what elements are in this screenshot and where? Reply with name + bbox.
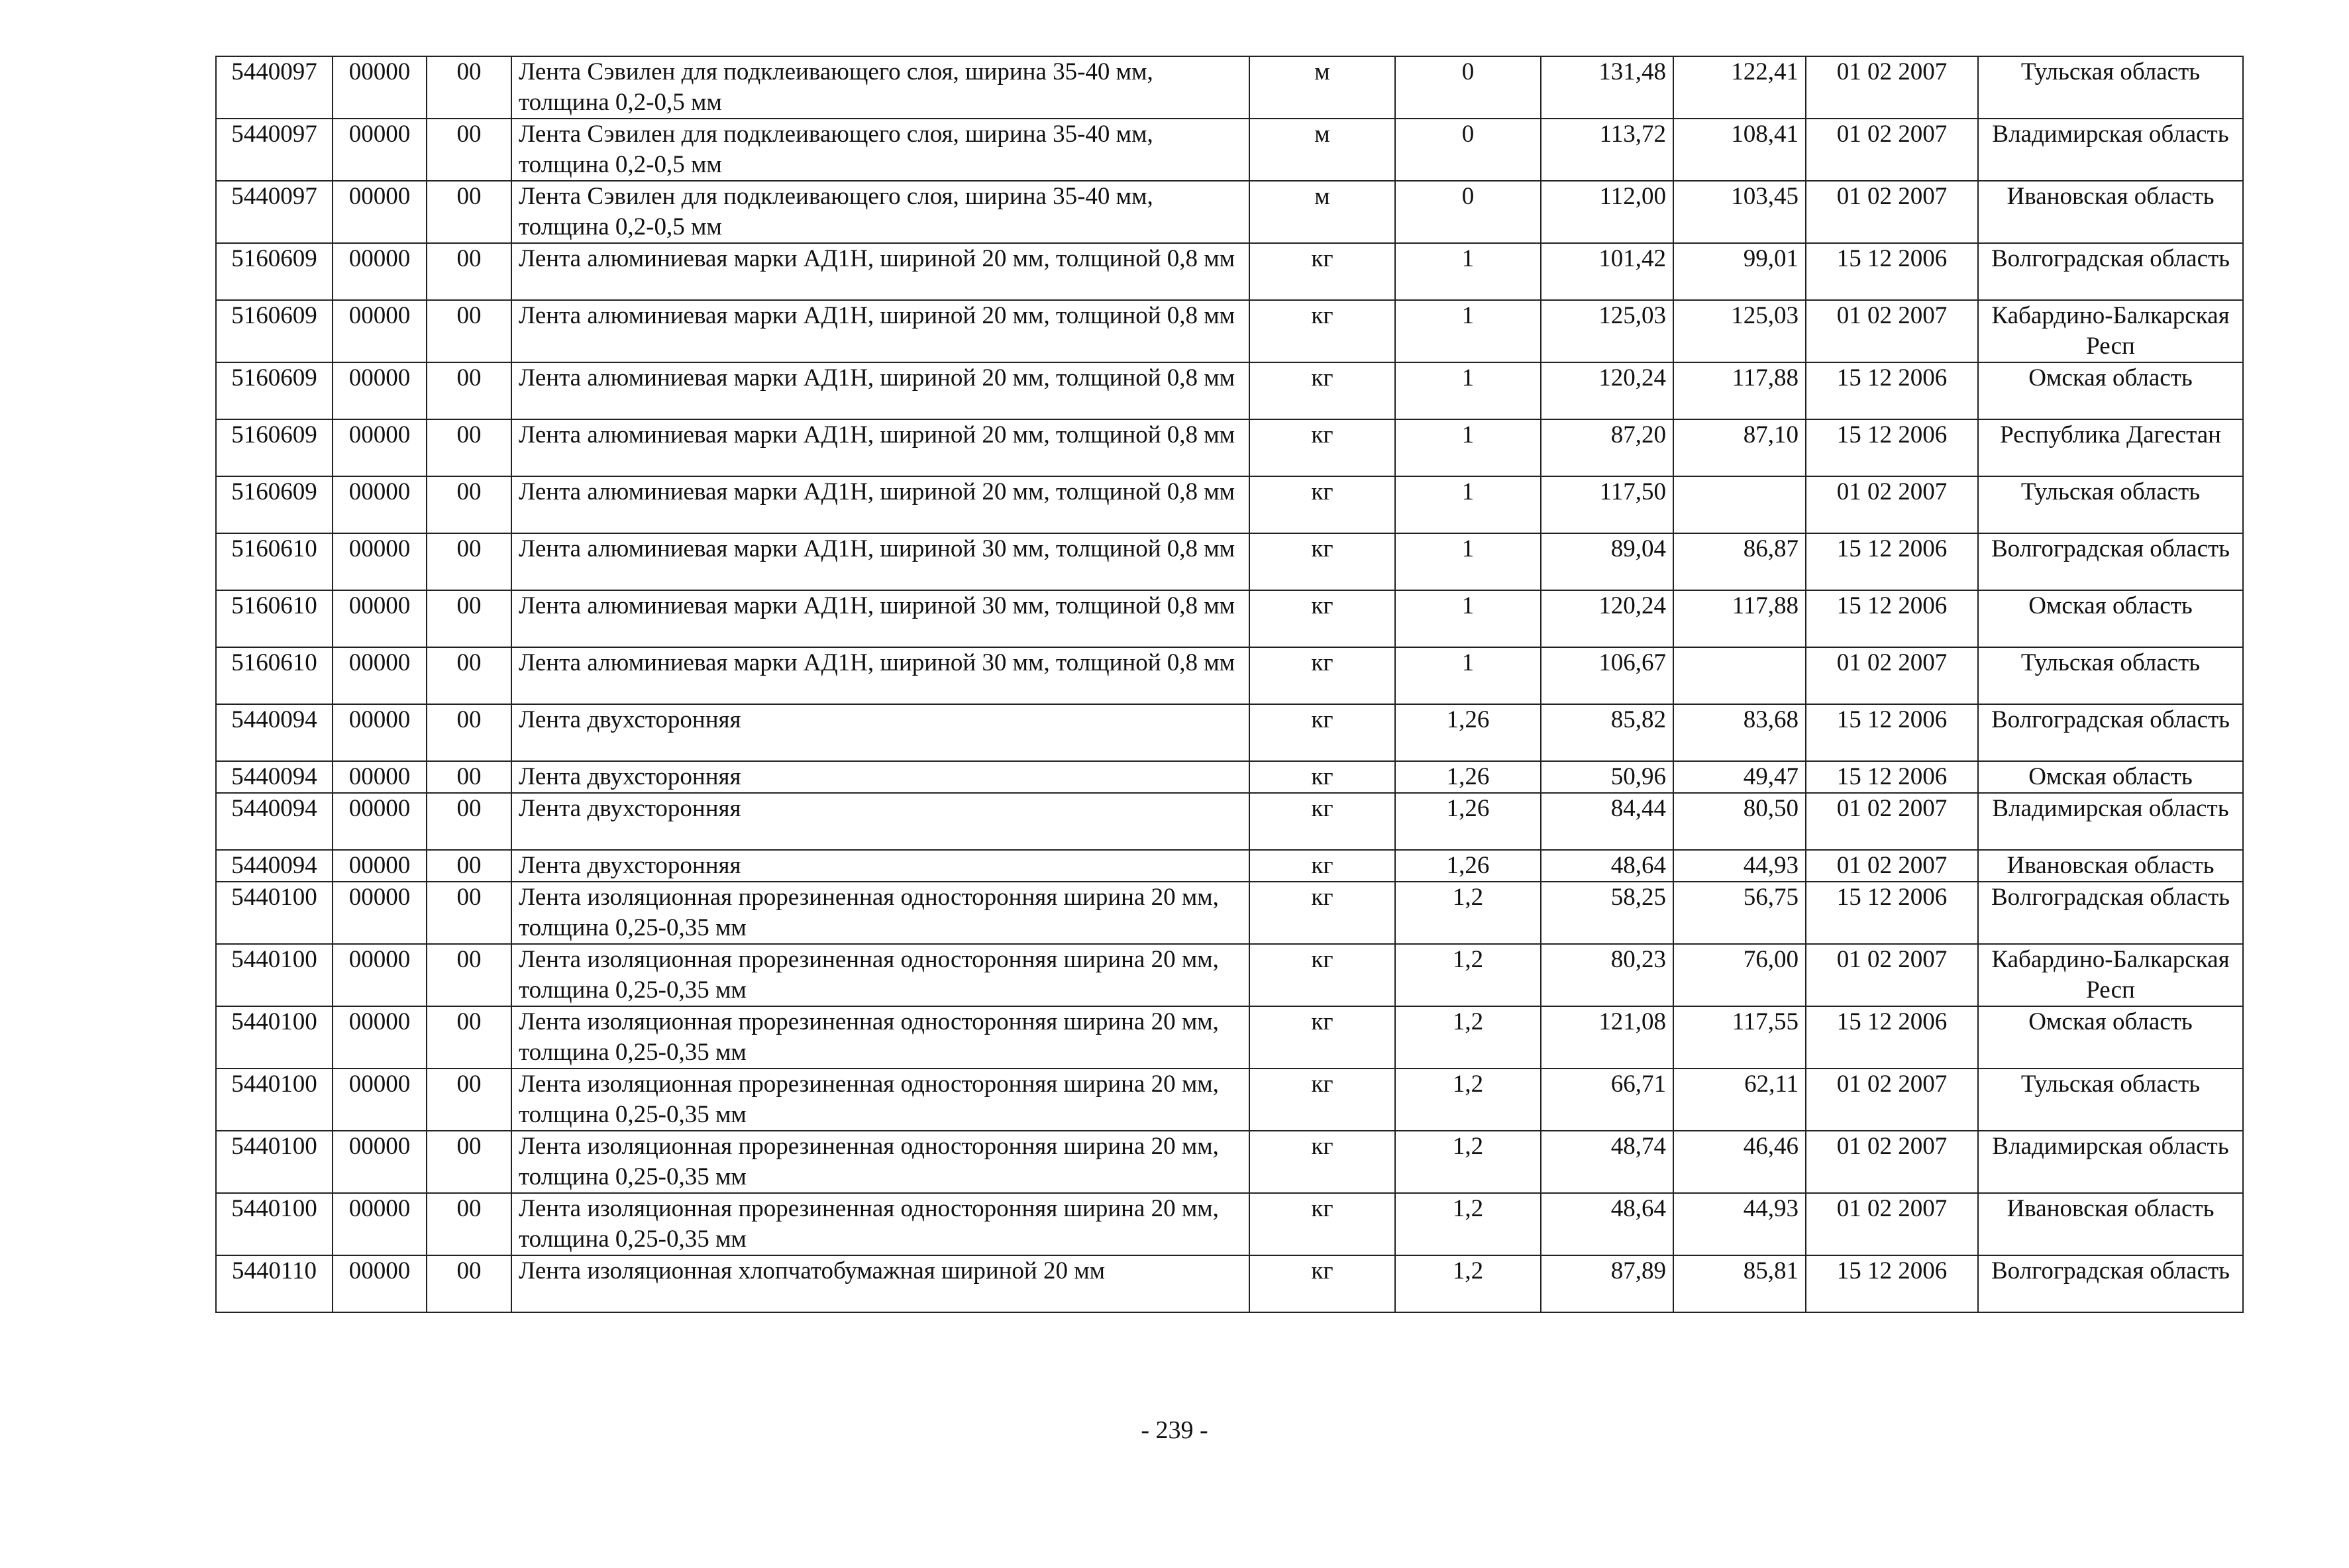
cell-price-2: 122,41: [1673, 56, 1806, 119]
cell-name: Лента двухсторонняя: [511, 793, 1249, 850]
cell-coefficient: 1,26: [1395, 793, 1541, 850]
cell-subcode-2: 00: [427, 850, 511, 882]
cell-region: Кабардино-Балкарская Респ: [1978, 944, 2243, 1006]
cell-name: Лента алюминиевая марки АД1Н, шириной 30 мм, толщиной 0,8 мм: [511, 533, 1249, 590]
cell-price: 48,74: [1541, 1131, 1673, 1193]
cell-code: 5440100: [216, 882, 333, 944]
table-row: [216, 419, 2243, 476]
cell-unit: кг: [1249, 590, 1395, 647]
cell-code: 5160610: [216, 590, 333, 647]
table-row: [216, 1069, 2243, 1131]
cell-price-2: 46,46: [1673, 1131, 1806, 1193]
cell-coefficient: 1: [1395, 476, 1541, 533]
cell-subcode-2: 00: [427, 119, 511, 181]
cell-coefficient: 1: [1395, 362, 1541, 419]
cell-subcode-2: 00: [427, 944, 511, 1006]
cell-code: 5160609: [216, 300, 333, 362]
table-row: [216, 647, 2243, 704]
cell-coefficient: 1,2: [1395, 1131, 1541, 1193]
cell-region: Волгоградская область: [1978, 1255, 2243, 1312]
cell-code: 5440110: [216, 1255, 333, 1312]
cell-subcode-2: 00: [427, 362, 511, 419]
table-row: [216, 181, 2243, 243]
cell-unit: кг: [1249, 850, 1395, 882]
cell-unit: кг: [1249, 1193, 1395, 1255]
table-row: [216, 362, 2243, 419]
cell-price-2: 117,88: [1673, 362, 1806, 419]
cell-name: Лента алюминиевая марки АД1Н, шириной 20 мм, толщиной 0,8 мм: [511, 362, 1249, 419]
cell-date: 15 12 2006: [1806, 1006, 1978, 1069]
cell-code: 5160609: [216, 476, 333, 533]
cell-name: Лента двухсторонняя: [511, 761, 1249, 793]
table-row: [216, 944, 2243, 1006]
cell-subcode: 00000: [333, 300, 427, 362]
cell-date: 01 02 2007: [1806, 56, 1978, 119]
cell-region: Республика Дагестан: [1978, 419, 2243, 476]
cell-subcode-2: 00: [427, 793, 511, 850]
cell-price: 117,50: [1541, 476, 1673, 533]
cell-subcode: 00000: [333, 882, 427, 944]
table-row: [216, 476, 2243, 533]
cell-name: Лента алюминиевая марки АД1Н, шириной 20 мм, толщиной 0,8 мм: [511, 476, 1249, 533]
cell-region: Волгоградская область: [1978, 882, 2243, 944]
cell-unit: кг: [1249, 300, 1395, 362]
cell-date: 01 02 2007: [1806, 1193, 1978, 1255]
cell-region: Владимирская область: [1978, 1131, 2243, 1193]
cell-region: Кабардино-Балкарская Респ: [1978, 300, 2243, 362]
cell-price-2: 117,88: [1673, 590, 1806, 647]
cell-price: 50,96: [1541, 761, 1673, 793]
cell-coefficient: 1: [1395, 533, 1541, 590]
cell-subcode-2: 00: [427, 300, 511, 362]
cell-region: Волгоградская область: [1978, 533, 2243, 590]
cell-name: Лента изоляционная прорезиненная односторонняя ширина 20 мм, толщина 0,25-0,35 мм: [511, 944, 1249, 1006]
cell-region: Тульская область: [1978, 476, 2243, 533]
cell-price-2: [1673, 476, 1806, 533]
cell-coefficient: 1: [1395, 243, 1541, 300]
cell-subcode: 00000: [333, 56, 427, 119]
cell-date: 15 12 2006: [1806, 761, 1978, 793]
cell-name: Лента алюминиевая марки АД1Н, шириной 20 мм, толщиной 0,8 мм: [511, 419, 1249, 476]
cell-price: 120,24: [1541, 362, 1673, 419]
cell-unit: кг: [1249, 243, 1395, 300]
cell-region: Омская область: [1978, 1006, 2243, 1069]
cell-coefficient: 1: [1395, 419, 1541, 476]
cell-subcode-2: 00: [427, 419, 511, 476]
cell-coefficient: 1,2: [1395, 1069, 1541, 1131]
cell-name: Лента изоляционная прорезиненная односторонняя ширина 20 мм, толщина 0,25-0,35 мм: [511, 1131, 1249, 1193]
cell-unit: кг: [1249, 1069, 1395, 1131]
table-row: [216, 56, 2243, 119]
cell-name: Лента изоляционная хлопчатобумажная шириной 20 мм: [511, 1255, 1249, 1312]
table-row: [216, 243, 2243, 300]
cell-name: Лента алюминиевая марки АД1Н, шириной 30 мм, толщиной 0,8 мм: [511, 590, 1249, 647]
cell-coefficient: 1,2: [1395, 944, 1541, 1006]
cell-coefficient: 1,26: [1395, 761, 1541, 793]
cell-subcode-2: 00: [427, 647, 511, 704]
table-row: [216, 1255, 2243, 1312]
price-table: [215, 56, 2244, 1313]
cell-name: Лента изоляционная прорезиненная односторонняя ширина 20 мм, толщина 0,25-0,35 мм: [511, 882, 1249, 944]
cell-code: 5440100: [216, 944, 333, 1006]
cell-date: 15 12 2006: [1806, 590, 1978, 647]
cell-subcode-2: 00: [427, 1255, 511, 1312]
cell-name: Лента алюминиевая марки АД1Н, шириной 20 мм, толщиной 0,8 мм: [511, 300, 1249, 362]
cell-region: Владимирская область: [1978, 119, 2243, 181]
cell-name: Лента Сэвилен для подклеивающего слоя, ширина 35-40 мм, толщина 0,2-0,5 мм: [511, 119, 1249, 181]
cell-subcode-2: 00: [427, 56, 511, 119]
cell-unit: м: [1249, 181, 1395, 243]
cell-price-2: 85,81: [1673, 1255, 1806, 1312]
cell-price-2: 80,50: [1673, 793, 1806, 850]
cell-unit: м: [1249, 56, 1395, 119]
cell-name: Лента алюминиевая марки АД1Н, шириной 20 мм, толщиной 0,8 мм: [511, 243, 1249, 300]
cell-price-2: 62,11: [1673, 1069, 1806, 1131]
cell-region: Владимирская область: [1978, 793, 2243, 850]
cell-code: 5440100: [216, 1006, 333, 1069]
cell-unit: кг: [1249, 1006, 1395, 1069]
cell-subcode-2: 00: [427, 1193, 511, 1255]
table-row: [216, 850, 2243, 882]
cell-code: 5440094: [216, 793, 333, 850]
table-row: [216, 1006, 2243, 1069]
table-row: [216, 761, 2243, 793]
cell-subcode-2: 00: [427, 243, 511, 300]
cell-price-2: 99,01: [1673, 243, 1806, 300]
cell-coefficient: 0: [1395, 181, 1541, 243]
cell-coefficient: 0: [1395, 119, 1541, 181]
cell-coefficient: 1,26: [1395, 850, 1541, 882]
cell-subcode: 00000: [333, 181, 427, 243]
table-body: [216, 56, 2243, 1312]
cell-region: Ивановская область: [1978, 850, 2243, 882]
cell-code: 5160609: [216, 243, 333, 300]
cell-date: 01 02 2007: [1806, 647, 1978, 704]
cell-price: 84,44: [1541, 793, 1673, 850]
cell-region: Тульская область: [1978, 56, 2243, 119]
cell-price: 80,23: [1541, 944, 1673, 1006]
cell-name: Лента двухсторонняя: [511, 850, 1249, 882]
cell-subcode: 00000: [333, 704, 427, 761]
cell-price: 120,24: [1541, 590, 1673, 647]
cell-code: 5440094: [216, 761, 333, 793]
cell-subcode: 00000: [333, 419, 427, 476]
cell-region: Омская область: [1978, 761, 2243, 793]
cell-price: 89,04: [1541, 533, 1673, 590]
cell-unit: кг: [1249, 1131, 1395, 1193]
cell-subcode-2: 00: [427, 181, 511, 243]
cell-unit: м: [1249, 119, 1395, 181]
cell-name: Лента изоляционная прорезиненная односторонняя ширина 20 мм, толщина 0,25-0,35 мм: [511, 1006, 1249, 1069]
cell-price: 48,64: [1541, 1193, 1673, 1255]
cell-region: Тульская область: [1978, 647, 2243, 704]
cell-price-2: 44,93: [1673, 850, 1806, 882]
cell-price: 131,48: [1541, 56, 1673, 119]
cell-price-2: 103,45: [1673, 181, 1806, 243]
table-row: [216, 793, 2243, 850]
cell-subcode: 00000: [333, 1131, 427, 1193]
cell-coefficient: 1,26: [1395, 704, 1541, 761]
cell-coefficient: 1: [1395, 300, 1541, 362]
cell-price: 121,08: [1541, 1006, 1673, 1069]
cell-unit: кг: [1249, 793, 1395, 850]
cell-date: 01 02 2007: [1806, 119, 1978, 181]
cell-code: 5440100: [216, 1193, 333, 1255]
table-row: [216, 704, 2243, 761]
cell-region: Омская область: [1978, 590, 2243, 647]
cell-name: Лента двухсторонняя: [511, 704, 1249, 761]
cell-subcode: 00000: [333, 944, 427, 1006]
cell-date: 15 12 2006: [1806, 882, 1978, 944]
cell-subcode: 00000: [333, 1193, 427, 1255]
cell-coefficient: 0: [1395, 56, 1541, 119]
cell-price-2: [1673, 647, 1806, 704]
cell-price: 113,72: [1541, 119, 1673, 181]
cell-name: Лента Сэвилен для подклеивающего слоя, ширина 35-40 мм, толщина 0,2-0,5 мм: [511, 181, 1249, 243]
cell-region: Ивановская область: [1978, 1193, 2243, 1255]
cell-unit: кг: [1249, 647, 1395, 704]
cell-name: Лента алюминиевая марки АД1Н, шириной 30 мм, толщиной 0,8 мм: [511, 647, 1249, 704]
cell-price-2: 125,03: [1673, 300, 1806, 362]
cell-price: 87,20: [1541, 419, 1673, 476]
cell-unit: кг: [1249, 882, 1395, 944]
cell-unit: кг: [1249, 533, 1395, 590]
cell-date: 15 12 2006: [1806, 533, 1978, 590]
cell-code: 5440097: [216, 56, 333, 119]
cell-region: Тульская область: [1978, 1069, 2243, 1131]
cell-date: 01 02 2007: [1806, 476, 1978, 533]
cell-unit: кг: [1249, 476, 1395, 533]
cell-code: 5160609: [216, 362, 333, 419]
cell-region: Волгоградская область: [1978, 243, 2243, 300]
cell-price: 48,64: [1541, 850, 1673, 882]
cell-unit: кг: [1249, 761, 1395, 793]
cell-price: 106,67: [1541, 647, 1673, 704]
cell-date: 01 02 2007: [1806, 793, 1978, 850]
cell-subcode-2: 00: [427, 590, 511, 647]
cell-price-2: 56,75: [1673, 882, 1806, 944]
cell-code: 5440100: [216, 1131, 333, 1193]
cell-region: Ивановская область: [1978, 181, 2243, 243]
cell-code: 5160610: [216, 647, 333, 704]
cell-name: Лента изоляционная прорезиненная односторонняя ширина 20 мм, толщина 0,25-0,35 мм: [511, 1069, 1249, 1131]
cell-region: Волгоградская область: [1978, 704, 2243, 761]
table-row: [216, 590, 2243, 647]
table-row: [216, 1131, 2243, 1193]
cell-date: 01 02 2007: [1806, 300, 1978, 362]
cell-date: 01 02 2007: [1806, 1069, 1978, 1131]
cell-date: 15 12 2006: [1806, 243, 1978, 300]
cell-code: 5160609: [216, 419, 333, 476]
cell-price: 66,71: [1541, 1069, 1673, 1131]
cell-date: 15 12 2006: [1806, 704, 1978, 761]
cell-subcode: 00000: [333, 647, 427, 704]
cell-price-2: 83,68: [1673, 704, 1806, 761]
cell-subcode-2: 00: [427, 476, 511, 533]
cell-subcode: 00000: [333, 243, 427, 300]
cell-price: 87,89: [1541, 1255, 1673, 1312]
cell-unit: кг: [1249, 362, 1395, 419]
cell-subcode: 00000: [333, 1006, 427, 1069]
cell-code: 5160610: [216, 533, 333, 590]
cell-price-2: 44,93: [1673, 1193, 1806, 1255]
cell-subcode: 00000: [333, 1255, 427, 1312]
cell-unit: кг: [1249, 419, 1395, 476]
cell-date: 01 02 2007: [1806, 850, 1978, 882]
cell-coefficient: 1,2: [1395, 882, 1541, 944]
cell-price-2: 49,47: [1673, 761, 1806, 793]
cell-region: Омская область: [1978, 362, 2243, 419]
cell-subcode: 00000: [333, 1069, 427, 1131]
cell-subcode: 00000: [333, 533, 427, 590]
table-row: [216, 119, 2243, 181]
cell-unit: кг: [1249, 1255, 1395, 1312]
cell-subcode: 00000: [333, 119, 427, 181]
cell-price: 112,00: [1541, 181, 1673, 243]
table-row: [216, 533, 2243, 590]
cell-name: Лента изоляционная прорезиненная односторонняя ширина 20 мм, толщина 0,25-0,35 мм: [511, 1193, 1249, 1255]
cell-price: 58,25: [1541, 882, 1673, 944]
cell-code: 5440094: [216, 850, 333, 882]
cell-price-2: 108,41: [1673, 119, 1806, 181]
cell-subcode-2: 00: [427, 533, 511, 590]
cell-code: 5440097: [216, 181, 333, 243]
cell-unit: кг: [1249, 944, 1395, 1006]
cell-date: 15 12 2006: [1806, 362, 1978, 419]
cell-code: 5440097: [216, 119, 333, 181]
cell-subcode: 00000: [333, 362, 427, 419]
cell-price: 85,82: [1541, 704, 1673, 761]
cell-subcode-2: 00: [427, 882, 511, 944]
cell-subcode: 00000: [333, 590, 427, 647]
cell-subcode: 00000: [333, 476, 427, 533]
cell-coefficient: 1,2: [1395, 1193, 1541, 1255]
cell-date: 01 02 2007: [1806, 944, 1978, 1006]
cell-date: 15 12 2006: [1806, 419, 1978, 476]
table-row: [216, 1193, 2243, 1255]
cell-subcode-2: 00: [427, 1069, 511, 1131]
cell-price: 125,03: [1541, 300, 1673, 362]
cell-date: 01 02 2007: [1806, 181, 1978, 243]
cell-subcode: 00000: [333, 850, 427, 882]
cell-name: Лента Сэвилен для подклеивающего слоя, ширина 35-40 мм, толщина 0,2-0,5 мм: [511, 56, 1249, 119]
cell-date: 15 12 2006: [1806, 1255, 1978, 1312]
cell-price-2: 87,10: [1673, 419, 1806, 476]
cell-price-2: 117,55: [1673, 1006, 1806, 1069]
cell-subcode: 00000: [333, 793, 427, 850]
cell-coefficient: 1,2: [1395, 1255, 1541, 1312]
cell-coefficient: 1: [1395, 647, 1541, 704]
cell-coefficient: 1,2: [1395, 1006, 1541, 1069]
cell-date: 01 02 2007: [1806, 1131, 1978, 1193]
cell-code: 5440094: [216, 704, 333, 761]
cell-subcode-2: 00: [427, 761, 511, 793]
cell-subcode-2: 00: [427, 704, 511, 761]
cell-coefficient: 1: [1395, 590, 1541, 647]
cell-price-2: 86,87: [1673, 533, 1806, 590]
table-row: [216, 300, 2243, 362]
cell-subcode-2: 00: [427, 1006, 511, 1069]
cell-price-2: 76,00: [1673, 944, 1806, 1006]
cell-unit: кг: [1249, 704, 1395, 761]
table-row: [216, 882, 2243, 944]
cell-subcode-2: 00: [427, 1131, 511, 1193]
cell-price: 101,42: [1541, 243, 1673, 300]
cell-code: 5440100: [216, 1069, 333, 1131]
cell-subcode: 00000: [333, 761, 427, 793]
page-number: - 239 -: [1141, 1416, 1208, 1444]
